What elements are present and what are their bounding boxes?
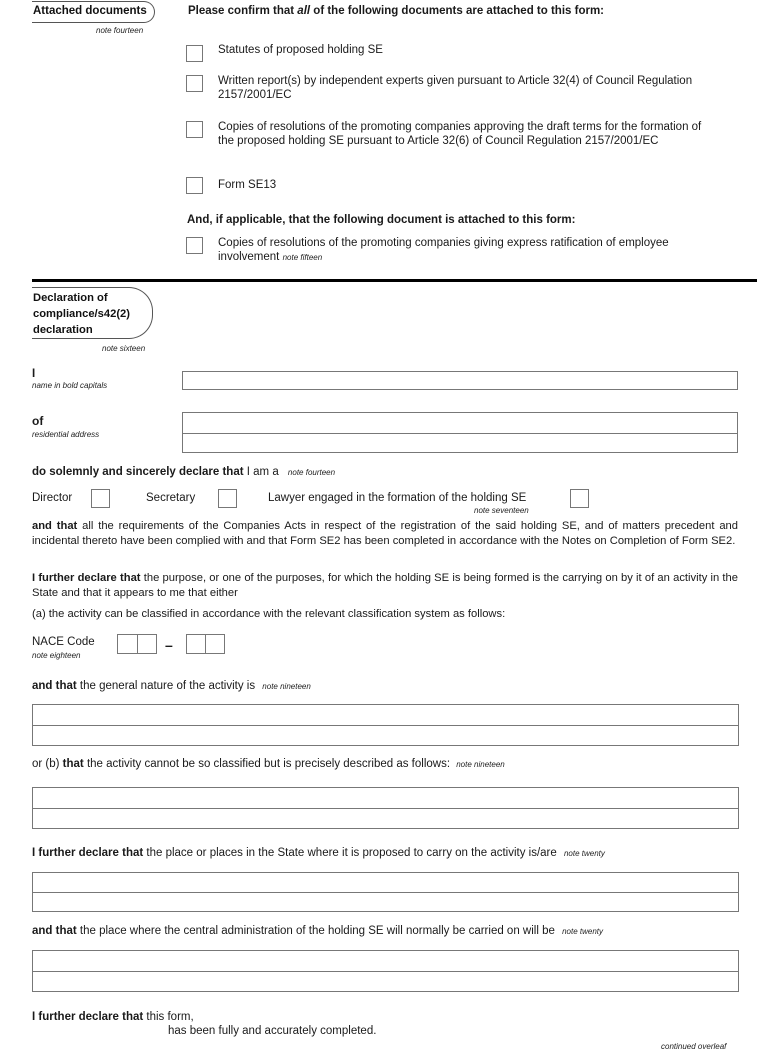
places-line-2[interactable] [33, 892, 738, 911]
name-input[interactable] [182, 371, 738, 390]
nace-digit-2[interactable] [137, 635, 157, 653]
bold-text: do solemnly and sincerely declare that [32, 466, 244, 478]
central-admin-input[interactable] [32, 950, 739, 992]
nace-separator: – [165, 637, 173, 653]
item-expert-report [218, 74, 692, 102]
bold-text: I further declare that [32, 572, 141, 584]
note: note twenty [563, 849, 605, 858]
continued-overleaf: continued overleaf [661, 1042, 727, 1051]
attached-documents-label [32, 1, 155, 23]
item-text: 2157/2001/EC [218, 89, 292, 101]
declaration-label [32, 287, 153, 339]
address-input[interactable] [182, 412, 738, 453]
nace-digit-3[interactable] [187, 635, 205, 653]
item-statutes [218, 43, 383, 57]
item-form-se13 [218, 178, 276, 192]
checkbox-lawyer[interactable] [570, 489, 589, 508]
checkbox-expert-report[interactable] [186, 75, 203, 92]
text: the general nature of the activity is [76, 680, 256, 692]
text: the purpose, or one of the purposes, for which the holding SE is being formed is the carrying on by it of an activity in the State and that it appears to me that either [32, 572, 738, 599]
bold-text: and that [32, 680, 77, 692]
section-note: note sixteen [102, 344, 146, 353]
item-resolutions-draft [218, 120, 701, 148]
note: note twenty [562, 927, 603, 936]
section-label-text: Attached documents [33, 5, 147, 17]
optional-intro: And, if applicable, that the following document is attached to this form: [187, 214, 576, 226]
compliance-paragraph [32, 519, 738, 548]
text: the place where the central administration of the holding SE will normally be carried on will be [76, 925, 555, 937]
item-note: note fifteen [282, 253, 323, 262]
general-nature-line-2[interactable] [33, 725, 738, 745]
label-line: Declaration of [33, 292, 108, 304]
nace-digit-1[interactable] [118, 635, 137, 653]
address-line-2[interactable] [183, 433, 737, 453]
final-declaration-line2: has been fully and accurately completed. [168, 1025, 377, 1037]
bold-text: and that [32, 520, 78, 532]
name-label: I [32, 368, 36, 380]
intro-italic: all [297, 5, 311, 17]
intro-suffix: of the following documents are attached to this form: [310, 5, 604, 17]
places-input[interactable] [32, 872, 739, 912]
bold-text: and that [32, 925, 77, 937]
nace-digit-4[interactable] [205, 635, 224, 653]
nace-label: NACE Code [32, 636, 95, 648]
item-text: Copies of resolutions of the promoting companies approving the draft terms for the formation of [218, 121, 702, 133]
central-admin-text [32, 924, 603, 939]
section-note: note fourteen [96, 26, 144, 35]
address-label: of [32, 414, 44, 428]
checkbox-employee-involvement[interactable] [186, 237, 203, 254]
text: or (b) [32, 758, 63, 770]
checkbox-statutes[interactable] [186, 45, 203, 62]
item-text: Written report(s) by independent experts given pursuant to Article 32(4) of Council Regulation [218, 75, 693, 87]
alt-description-input[interactable] [32, 787, 739, 829]
bold-text: that [62, 758, 84, 770]
bold-text: I further declare that [32, 847, 144, 859]
item-text: the proposed holding SE pursuant to Article 32(6) of Council Regulation 2157/2001/EC [218, 135, 659, 147]
alt-description-line-1[interactable] [33, 788, 738, 808]
checkbox-director[interactable] [91, 489, 110, 508]
text: the place or places in the State where it is proposed to carry on the activity is/are [143, 847, 557, 859]
central-admin-line-2[interactable] [33, 971, 738, 991]
item-text: Copies of resolutions of the promoting companies giving express ratification of employee [218, 237, 669, 249]
alt-description-line-2[interactable] [33, 808, 738, 828]
note: note fourteen [287, 468, 336, 477]
item-text: Form SE13 [218, 179, 277, 191]
intro-prefix: Please confirm that [188, 5, 298, 17]
item-employee-involvement [218, 236, 669, 265]
label-line: compliance/s42(2) [33, 308, 131, 320]
final-declaration [32, 1010, 194, 1024]
places-line-1[interactable] [33, 873, 738, 892]
note: note nineteen [456, 760, 505, 769]
nace-code-part1 [117, 634, 157, 654]
nace-note: note eighteen [32, 651, 81, 660]
address-line-1[interactable] [183, 413, 737, 433]
alt-description-text [32, 757, 505, 772]
name-sublabel: name in bold capitals [32, 381, 108, 390]
role-lawyer-label: Lawyer engaged in the formation of the holding SE [268, 492, 527, 504]
item-text: involvement [218, 251, 280, 263]
section-divider [32, 279, 757, 282]
solemn-declaration [32, 465, 335, 480]
role-lawyer-note: note seventeen [474, 506, 529, 515]
general-nature-text [32, 679, 311, 694]
general-nature-input[interactable] [32, 704, 739, 746]
purpose-paragraph [32, 571, 738, 600]
text: the activity cannot be so classified but is precisely described as follows: [83, 758, 451, 770]
text: this form, [143, 1011, 194, 1023]
role-secretary-label: Secretary [146, 492, 196, 504]
checkbox-secretary[interactable] [218, 489, 237, 508]
text: I am a [243, 466, 279, 478]
item-text: Statutes of proposed holding SE [218, 44, 383, 56]
item-text-line2 [218, 250, 669, 265]
checkbox-form-se13[interactable] [186, 177, 203, 194]
checkbox-resolutions-draft[interactable] [186, 121, 203, 138]
classification-paragraph: (a) the activity can be classified in accordance with the relevant classification system as follows: [32, 608, 506, 620]
bold-text: I further declare that [32, 1011, 144, 1023]
label-line: declaration [33, 324, 93, 336]
address-sublabel: residential address [32, 430, 100, 439]
central-admin-line-1[interactable] [33, 951, 738, 971]
text: all the requirements of the Companies Acts in respect of the registration of the said holding SE, and of matters precedent and incidental thereto have been complied with and that Form SE2 has been completed in accordance with the Notes on Completion of Form SE2. [32, 520, 738, 547]
attached-intro [188, 4, 604, 18]
general-nature-line-1[interactable] [33, 705, 738, 725]
nace-code-part2 [186, 634, 225, 654]
note: note nineteen [262, 682, 311, 691]
role-director-label: Director [32, 492, 73, 504]
places-text [32, 846, 605, 861]
